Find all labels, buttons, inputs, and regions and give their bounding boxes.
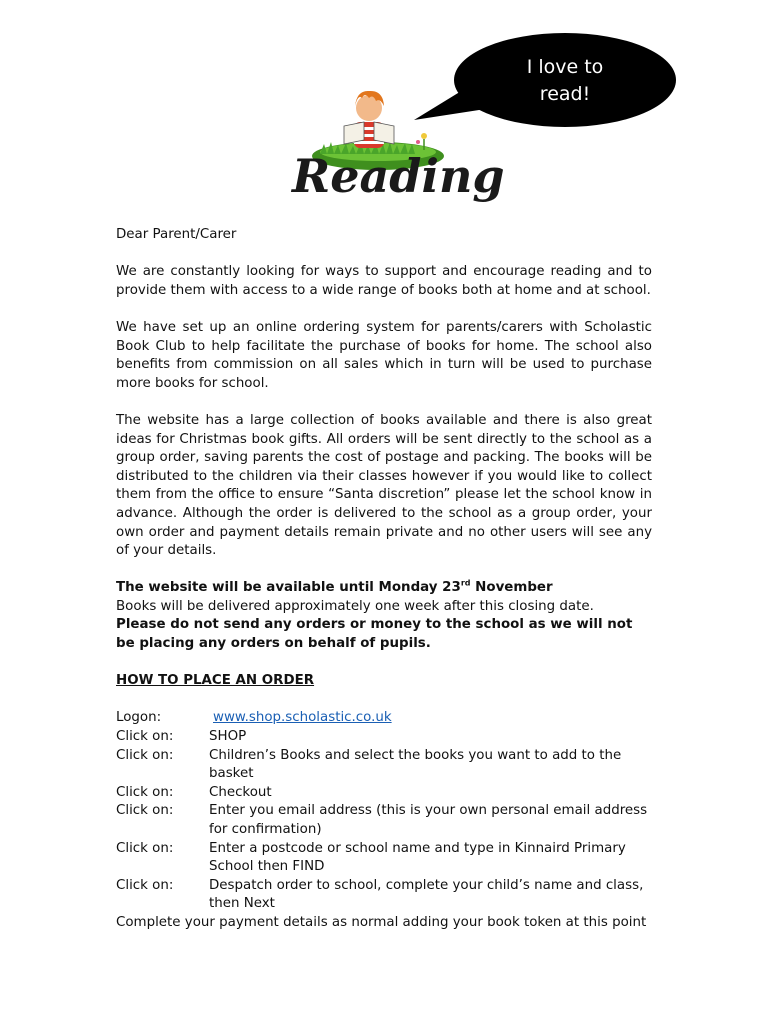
- reading-logo: [292, 88, 505, 208]
- delivery-note: Books will be delivered approximately one week after this closing date.: [116, 598, 594, 614]
- deadline-month: November: [470, 580, 553, 596]
- step-row: [116, 802, 652, 839]
- paragraph-2: We have set up an online ordering system for parents/carers with Scholastic Book Club to help facilitate the purchase of books for home. The school also benefits from commission on all sales which in turn will be used to purchase more books for school.: [116, 319, 652, 391]
- closing-instruction: Complete your payment details as normal adding your book token at this point: [116, 914, 647, 930]
- step-row: [116, 840, 652, 877]
- step-text: Enter a postcode or school name and type in Kinnaird Primary School then FIND: [209, 840, 626, 875]
- speech-bubble: [454, 32, 676, 128]
- deadline-notice: [116, 579, 652, 598]
- step-text: Checkout: [209, 784, 272, 800]
- step-label: Click on:: [116, 840, 174, 856]
- step-label: Click on:: [116, 747, 174, 763]
- step-label: Logon:: [116, 710, 162, 726]
- paragraph-1: We are constantly looking for ways to support and encourage reading and to provide them with access to a wide range of books both at home and at school.: [116, 264, 652, 298]
- deadline-suffix: rd: [460, 578, 471, 588]
- speech-bubble-text: [454, 54, 676, 108]
- speech-bubble-line-2: read!: [539, 83, 591, 105]
- step-label: Click on:: [116, 784, 174, 800]
- step-row: [116, 747, 652, 784]
- scholastic-link[interactable]: www.shop.scholastic.co.uk: [213, 710, 392, 726]
- how-to-heading: HOW TO PLACE AN ORDER: [116, 673, 315, 689]
- reading-wordmark: Reading: [292, 149, 505, 203]
- reading-child-illustration: [292, 88, 505, 208]
- speech-bubble-line-1: I love to: [526, 56, 604, 78]
- step-label: Click on:: [116, 803, 174, 819]
- paragraph-3: The website has a large collection of books available and there is also great ideas for Christmas book gifts. All orders will be sent directly to the school as a group order, saving parents the cost of postage and packing. The books will be distributed to the children via their classes however if you would like to collect them from the office to ensure “Santa discretion” please let the school know in advance. Although the order is delivered to the school as a group order, your own order and payment details remain private and no other users will see any of your details.: [116, 412, 652, 559]
- step-label: Click on:: [116, 729, 174, 745]
- step-text: Children’s Books and select the books you want to add to the basket: [209, 747, 622, 782]
- step-row: [116, 877, 652, 914]
- step-row: [116, 728, 652, 747]
- greeting: Dear Parent/Carer: [116, 227, 237, 242]
- step-row: [116, 709, 652, 728]
- deadline-text: The website will be available until Monday 23: [116, 580, 461, 596]
- step-text: SHOP: [209, 729, 247, 745]
- step-text: Despatch order to school, complete your child’s name and class, then Next: [209, 877, 644, 912]
- letter-body: [116, 226, 652, 933]
- step-label: Click on:: [116, 877, 174, 893]
- step-row: [116, 784, 652, 803]
- warning-note: Please do not send any orders or money to the school as we will not be placing any orders on behalf of pupils.: [116, 617, 633, 652]
- step-text: Enter you email address (this is your own personal email address for confirmation): [209, 803, 648, 837]
